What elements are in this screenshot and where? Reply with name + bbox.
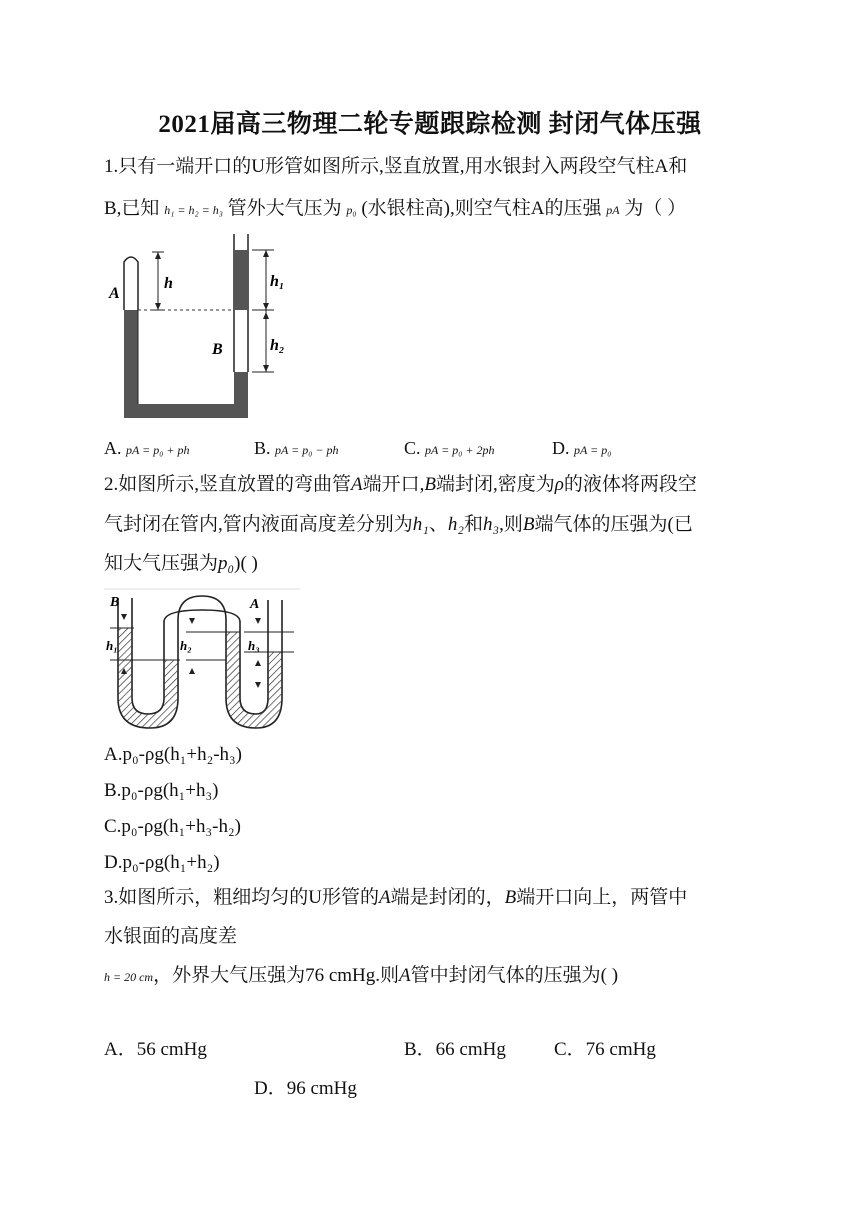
q3-line3: h = 20 cm，外界大气压强为76 cmHg.则A管中封闭气体的压强为( ) <box>104 965 619 986</box>
q1-fig-label-h2: h₂ <box>270 337 285 354</box>
q2-fig-label-h2: h₂ <box>180 638 192 653</box>
q2-line2: 气封闭在管内,管内液面高度差分别为h₁、h₂和h₃,则B端气体的压强为(已 <box>104 514 693 535</box>
q2-bent-tube-figure <box>104 588 300 734</box>
q1-line2 <box>104 195 686 224</box>
q3-formula: h = 20 cm <box>104 970 154 984</box>
q1-given-formula: h₁ = h₂ = h₃ <box>164 203 223 217</box>
q1-fig-label-h: h <box>164 275 173 292</box>
q3-option-c[interactable]: C．76 cmHg <box>554 1039 656 1060</box>
q1-fig-label-A: A <box>109 285 120 302</box>
q2-option-b[interactable]: B.p₀-ρg(h₁+h₃) <box>104 780 219 801</box>
q2-option-a[interactable]: A.p₀-ρg(h₁+h₂-h₃) <box>104 744 242 765</box>
q3-line1: 3.如图所示，粗细均匀的U形管的A端是封闭的，B端开口向上，两管中 <box>104 887 688 908</box>
q3-option-a[interactable]: A．56 cmHg <box>104 1039 207 1060</box>
q1-pA: pA <box>606 203 620 217</box>
q1-fig-label-B: B <box>212 341 223 358</box>
q1-text: (水银柱高),则空气柱A的压强 <box>361 198 602 219</box>
q2-line3: 知大气压强为p₀)( ) <box>104 553 258 574</box>
q3-option-b[interactable]: B．66 cmHg <box>404 1039 506 1060</box>
q1-text: 管外大气压为 <box>227 198 342 219</box>
q2-fig-label-A: A <box>250 597 260 612</box>
q1-option-a[interactable]: A. pA = p₀ + ph <box>104 438 190 458</box>
q2-fig-label-B: B <box>110 595 120 610</box>
q1-text: B,已知 <box>104 198 160 219</box>
q3-option-d[interactable]: D．96 cmHg <box>254 1078 357 1099</box>
q2-fig-label-h1: h₁ <box>106 638 118 653</box>
q1-option-b[interactable]: B. pA = p₀ − ph <box>254 438 339 458</box>
q2-option-c[interactable]: C.p₀-ρg(h₁+h₃-h₂) <box>104 816 241 837</box>
q2-fig-label-h3: h₃ <box>248 638 260 653</box>
q3-line2: 水银面的高度差 <box>104 926 238 947</box>
q2-line1: 2.如图所示,竖直放置的弯曲管A端开口,B端封闭,密度为ρ的液体将两段空 <box>104 474 697 495</box>
q1-p0: p₀ <box>346 203 357 217</box>
page-title: 2021届高三物理二轮专题跟踪检测 封闭气体压强 <box>158 111 702 138</box>
q1-option-c[interactable]: C. pA = p₀ + 2ph <box>404 438 495 458</box>
q2-option-d[interactable]: D.p₀-ρg(h₁+h₂) <box>104 852 220 873</box>
q1-fig-label-h1: h₁ <box>270 273 285 290</box>
q1-u-tube-figure <box>104 232 304 424</box>
q1-text: 为（ ） <box>624 198 687 219</box>
q1-line1: 1.只有一端开口的U形管如图所示,竖直放置,用水银封入两段空气柱A和 <box>104 156 688 177</box>
q1-option-d[interactable]: D. pA = p₀ <box>552 438 612 458</box>
